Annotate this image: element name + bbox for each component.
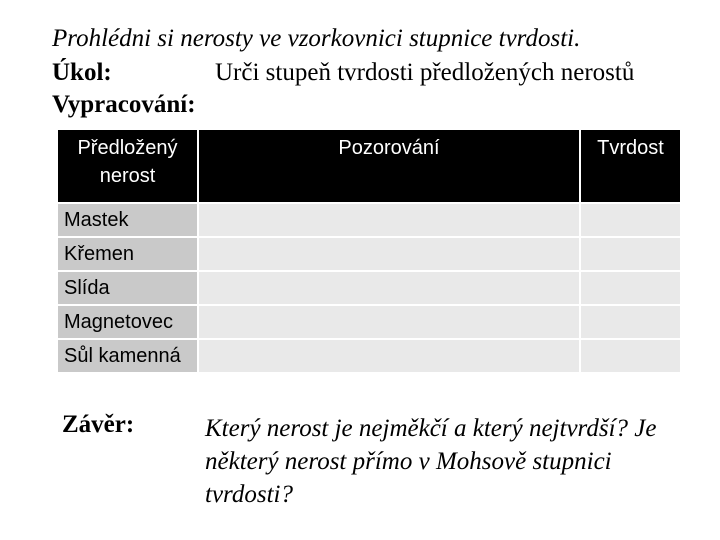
hardness-cell[interactable] <box>580 203 681 237</box>
table-row <box>57 305 681 339</box>
conclusion-label: Závěr: <box>62 411 135 438</box>
hardness-cell[interactable] <box>580 305 681 339</box>
work-line <box>52 90 196 120</box>
hardness-cell[interactable] <box>580 237 681 271</box>
conclusion-text: Který nerost je nejměkčí a který nejtvrdší? Je některý nerost přímo v Mohsově stupnici tvrdosti? <box>205 415 657 508</box>
observation-cell[interactable] <box>198 271 580 305</box>
hardness-cell[interactable] <box>580 271 681 305</box>
observation-cell[interactable] <box>198 339 580 373</box>
header-hardness: Tvrdost <box>580 129 681 203</box>
task-text: Urči stupeň tvrdosti předložených nerostů <box>215 59 635 86</box>
observation-cell[interactable] <box>198 305 580 339</box>
hardness-cell[interactable] <box>580 339 681 373</box>
table-header-row <box>57 129 681 203</box>
mineral-name: Křemen <box>57 237 198 271</box>
mineral-name: Mastek <box>57 203 198 237</box>
mineral-name: Magnetovec <box>57 305 198 339</box>
task-label: Úkol: <box>52 59 112 86</box>
mineral-name: Sůl kamenná <box>57 339 198 373</box>
table-row <box>57 339 681 373</box>
table-row <box>57 237 681 271</box>
header-observation: Pozorování <box>198 129 580 203</box>
observation-cell[interactable] <box>198 203 580 237</box>
minerals-table <box>56 128 682 374</box>
table-row <box>57 203 681 237</box>
intro-text: Prohlédni si nerosty ve vzorkovnici stupnice tvrdosti. <box>52 25 581 52</box>
observation-cell[interactable] <box>198 237 580 271</box>
work-label: Vypracování: <box>52 91 196 118</box>
mineral-name: Slída <box>57 271 198 305</box>
task-line <box>52 58 635 88</box>
header-mineral: Předložený nerost <box>57 129 198 203</box>
table-row <box>57 271 681 305</box>
